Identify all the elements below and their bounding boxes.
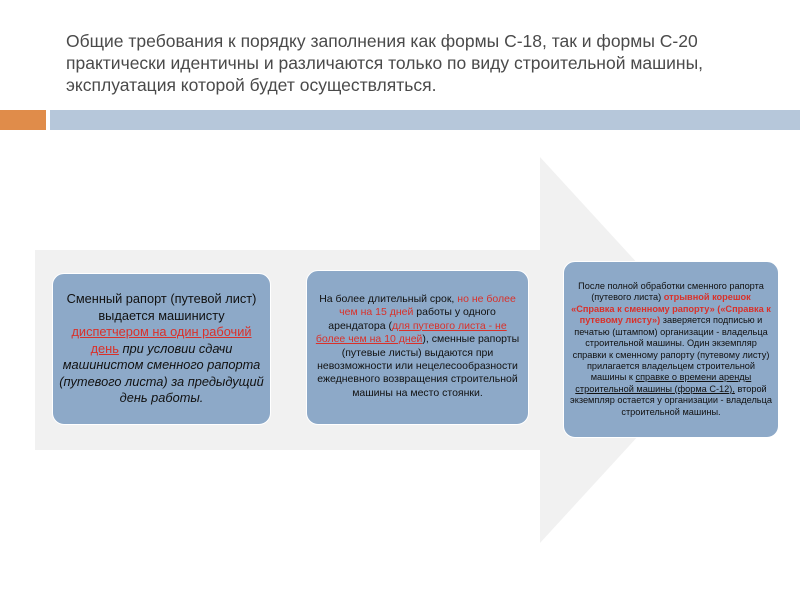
step-box-2 bbox=[306, 270, 529, 425]
step-1-text-plain: Сменный рапорт (путевой лист) выдается машинисту bbox=[66, 290, 257, 323]
step-3-text-plain: После полной обработки сменного рапорта (путевого листа) bbox=[578, 281, 764, 303]
step-2-text-plain: ), сменные рапорты (путевые листы) выдаются при невозможности или нецелесообразности ежедневного возвращения строительной машины на место стоянки. bbox=[317, 333, 520, 399]
step-2-text-plain: работы у одного арендатора ( bbox=[328, 306, 496, 332]
step-1-highlight-duration: диспетчером на один рабочий день bbox=[71, 324, 252, 356]
step-3-text bbox=[570, 281, 772, 418]
step-box-3 bbox=[563, 261, 779, 438]
step-box-1 bbox=[52, 273, 271, 425]
step-3-text-plain: заверяется подписью и печатью (штампом) организации - владельца строительной машины. Один экземпляр справки к сменному рапорту (путевому листу) прилагается владельцем строительной машины к bbox=[572, 315, 770, 383]
step-1-text bbox=[59, 291, 264, 407]
step-2-highlight-15-days: но не более чем на 15 дней bbox=[339, 292, 516, 319]
step-2-text bbox=[313, 293, 522, 400]
step-3-text-plain: второй экземпляр остается у организации - владельца строительной машины. bbox=[570, 383, 772, 417]
step-1-condition: при условии сдачи машинистом сменного рапорта (путевого листа) за предыдущий день работы. bbox=[59, 340, 264, 406]
step-3-highlight-stub: отрывной корешок «Справка к сменному рапорту» («Справка к путевому листу») bbox=[571, 292, 771, 326]
step-3-form-reference: справке о времени аренды строительной машины (форма С-12), bbox=[575, 372, 752, 394]
step-2-highlight-10-days: для путевого листа - не более чем на 10 дней bbox=[315, 319, 507, 346]
step-2-text-plain: На более длительный срок, bbox=[319, 292, 458, 305]
slide-title: Общие требования к порядку заполнения как формы С-18, так и формы С-20 практически идентичны и различаются только по виду строительной машины, эксплуатация которой будет осуществляться. bbox=[66, 31, 704, 95]
